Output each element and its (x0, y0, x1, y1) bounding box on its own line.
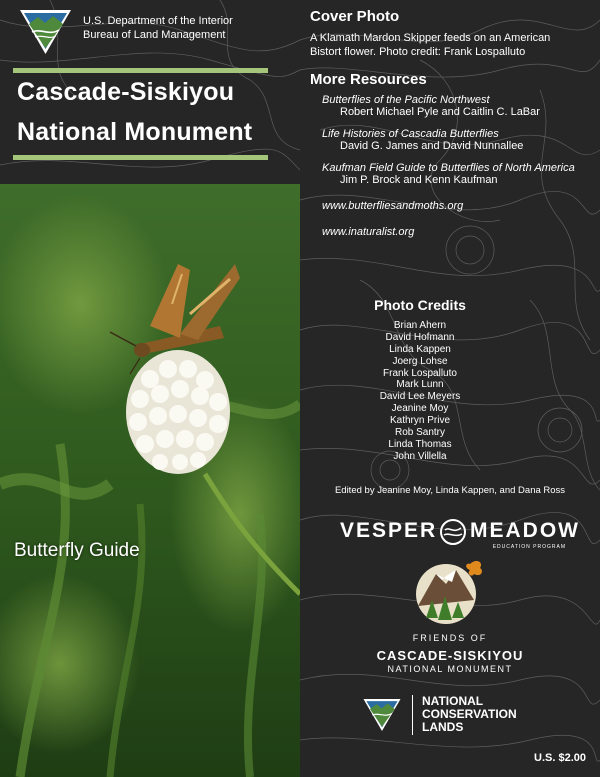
meadow-word: MEADOW (470, 519, 580, 542)
photo-credits-heading: Photo Credits (374, 297, 466, 313)
agency-line-1: U.S. Department of the Interior (83, 15, 233, 27)
resource-link[interactable]: www.butterfliesandmoths.org (322, 200, 464, 212)
ncl-line-3: LANDS (422, 720, 464, 734)
agency-line-2: Bureau of Land Management (83, 29, 226, 41)
resource-item (322, 94, 595, 118)
title-bar-top (13, 68, 268, 73)
friends-line-2: CASCADE-SISKIYOU (376, 648, 524, 663)
cover-photo-caption (310, 31, 595, 59)
credit-name: John Villella (393, 450, 447, 462)
friends-emblem (414, 556, 486, 628)
credit-name: Mark Lunn (396, 379, 444, 391)
credit-name: Brian Ahern (393, 319, 447, 331)
credit-name: Linda Kappen (389, 343, 451, 355)
resource-title: Butterflies of the Pacific Northwest (322, 94, 490, 106)
skipper-photo (0, 184, 300, 777)
vesper-word: VESPER (340, 519, 438, 542)
price: U.S. $2.00 (534, 752, 586, 764)
photo-credits (330, 297, 510, 463)
national-conservation-lands-logo (362, 695, 552, 735)
title-line-2: National Monument (17, 118, 253, 146)
cover-photo-heading: Cover Photo (310, 8, 400, 25)
blm-logo (18, 8, 73, 56)
resources-heading: More Resources (310, 71, 427, 88)
resource-title: Life Histories of Cascadia Butterflies (322, 128, 499, 140)
resource-item (322, 162, 595, 186)
resource-author: Jim P. Brock and Kenn Kaufman (340, 174, 498, 186)
butterfly-guide-label: Butterfly Guide (14, 540, 140, 561)
friends-of-csnm-logo (370, 556, 530, 681)
title-line-1: Cascade-Siskiyou (17, 78, 235, 106)
globe-icon (439, 518, 467, 546)
credit-name: Kathryn Prive (389, 415, 451, 427)
caption-line-2: Bistort flower. Photo credit: Frank Lospalluto (310, 46, 526, 58)
vesper-subtitle: EDUCATION PROGRAM (492, 544, 566, 550)
credit-name: Rob Santry (394, 427, 446, 439)
ncl-text (422, 695, 517, 734)
resource-item (322, 128, 595, 152)
resource-author: Robert Michael Pyle and Caitlin C. LaBar (340, 106, 540, 118)
credit-name: Jeanine Moy (391, 403, 449, 415)
credit-name: Linda Thomas (388, 438, 452, 450)
credit-name: David Lee Meyers (379, 391, 461, 403)
friends-line-3: NATIONAL MONUMENT (387, 664, 513, 674)
resource-link[interactable]: www.inaturalist.org (322, 226, 415, 238)
right-column (310, 8, 595, 238)
ncl-divider (412, 695, 413, 735)
resources-list (310, 94, 595, 238)
edited-by: Edited by Jeanine Moy, Linda Kappen, and Dana Ross (334, 485, 566, 496)
agency-name (83, 14, 233, 42)
resource-title: Kaufman Field Guide to Butterflies of North America (322, 162, 575, 174)
credit-name: David Hofmann (385, 331, 455, 343)
title-bar-bottom (13, 155, 268, 160)
credit-name: Joerg Lohse (392, 355, 448, 367)
cover-photo (0, 184, 300, 777)
vesper-meadow-logo (340, 515, 580, 555)
caption-line-1: A Klamath Mardon Skipper feeds on an American (310, 32, 551, 44)
ncl-line-1: NATIONAL (422, 694, 484, 708)
friends-line-1: FRIENDS OF (370, 633, 530, 643)
credit-name: Frank Lospalluto (383, 367, 457, 379)
resource-author: David G. James and David Nunnallee (340, 140, 524, 152)
blm-small-logo (362, 697, 402, 733)
ncl-line-2: CONSERVATION (422, 707, 517, 721)
